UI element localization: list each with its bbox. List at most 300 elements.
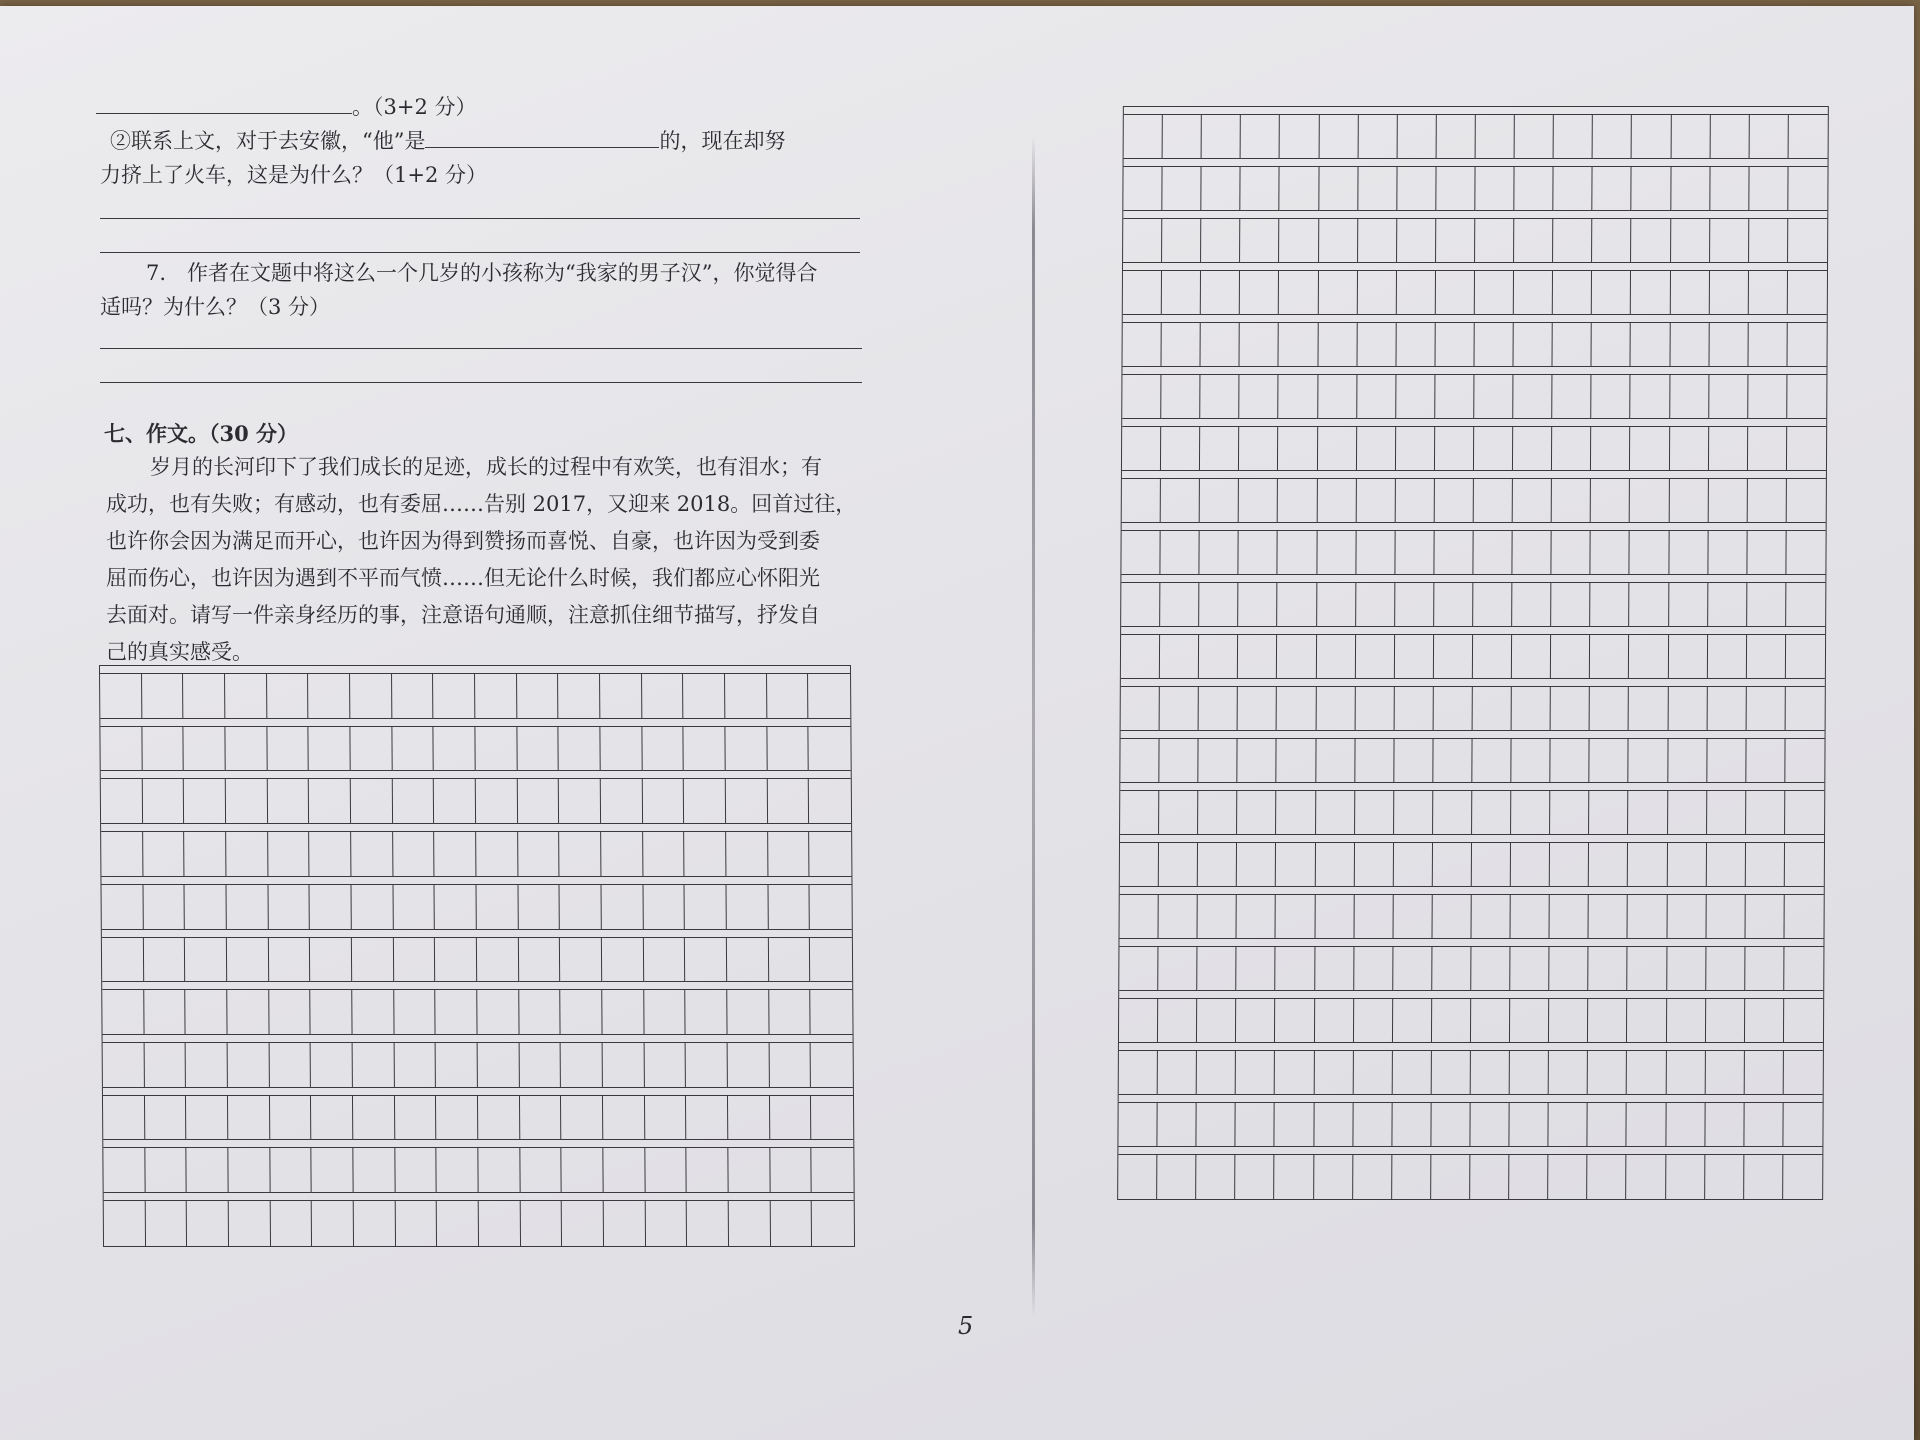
grid-cell[interactable] <box>1354 843 1393 887</box>
grid-cell[interactable] <box>100 727 142 772</box>
grid-cell[interactable] <box>1785 843 1824 887</box>
grid-cell[interactable] <box>350 727 392 772</box>
grid-cell[interactable] <box>1705 1103 1744 1147</box>
grid-cell[interactable] <box>1432 895 1471 939</box>
grid-cell[interactable] <box>1435 427 1474 471</box>
grid-cell[interactable] <box>1357 323 1396 367</box>
grid-cell[interactable] <box>184 832 226 877</box>
grid-cell[interactable] <box>187 1201 229 1246</box>
grid-cell[interactable] <box>1355 687 1394 731</box>
grid-cell[interactable] <box>1475 167 1514 211</box>
grid-cell[interactable] <box>1317 531 1356 575</box>
grid-cell[interactable] <box>559 779 601 824</box>
grid-cell[interactable] <box>1397 219 1436 263</box>
grid-cell[interactable] <box>1667 895 1706 939</box>
grid-cell[interactable] <box>1472 843 1511 887</box>
grid-cell[interactable] <box>1395 531 1434 575</box>
grid-cell[interactable] <box>1318 375 1357 419</box>
grid-cell[interactable] <box>353 1096 395 1141</box>
grid-cell[interactable] <box>312 1201 354 1246</box>
grid-cell[interactable] <box>1396 375 1435 419</box>
grid-cell[interactable] <box>1632 167 1671 211</box>
grid-cell[interactable] <box>1471 1051 1510 1095</box>
grid-cell[interactable] <box>1747 583 1786 627</box>
grid-cell[interactable] <box>1591 427 1630 471</box>
grid-cell[interactable] <box>1239 479 1278 523</box>
grid-cell[interactable] <box>1511 791 1550 835</box>
grid-cell[interactable] <box>1474 479 1513 523</box>
grid-cell[interactable] <box>1122 323 1161 367</box>
grid-cell[interactable] <box>1474 427 1513 471</box>
grid-cell[interactable] <box>685 885 727 930</box>
grid-cell[interactable] <box>1627 1103 1666 1147</box>
grid-cell[interactable] <box>142 779 184 824</box>
grid-cell[interactable] <box>1394 687 1433 731</box>
grid-cell[interactable] <box>1627 999 1666 1043</box>
grid-cell[interactable] <box>603 1043 645 1088</box>
grid-cell[interactable] <box>1159 843 1198 887</box>
grid-cell[interactable] <box>1589 895 1628 939</box>
grid-cell[interactable] <box>1510 947 1549 991</box>
grid-cell[interactable] <box>1357 427 1396 471</box>
grid-cell[interactable] <box>726 832 768 877</box>
grid-cell[interactable] <box>1119 999 1158 1043</box>
grid-cell[interactable] <box>686 990 728 1035</box>
grid-cell[interactable] <box>1747 531 1786 575</box>
grid-cell[interactable] <box>1393 947 1432 991</box>
grid-cell[interactable] <box>351 832 393 877</box>
grid-cell[interactable] <box>1395 635 1434 679</box>
grid-cell[interactable] <box>267 727 309 772</box>
grid-cell[interactable] <box>686 1096 728 1141</box>
grid-cell[interactable] <box>1315 843 1354 887</box>
grid-cell[interactable] <box>1278 479 1317 523</box>
grid-cell[interactable] <box>1355 739 1394 783</box>
grid-cell[interactable] <box>394 938 436 983</box>
grid-cell[interactable] <box>1279 219 1318 263</box>
grid-cell[interactable] <box>643 885 685 930</box>
grid-cell[interactable] <box>1197 1103 1236 1147</box>
grid-cell[interactable] <box>477 885 519 930</box>
grid-cell[interactable] <box>1319 167 1358 211</box>
grid-cell[interactable] <box>1667 999 1706 1043</box>
grid-cell[interactable] <box>353 1148 395 1193</box>
grid-cell[interactable] <box>103 1096 145 1141</box>
grid-cell[interactable] <box>1668 791 1707 835</box>
grid-cell[interactable] <box>1397 167 1436 211</box>
grid-cell[interactable] <box>102 990 144 1035</box>
grid-cell[interactable] <box>1551 635 1590 679</box>
grid-cell[interactable] <box>1358 219 1397 263</box>
grid-cell[interactable] <box>394 1043 436 1088</box>
grid-cell[interactable] <box>1160 635 1199 679</box>
grid-cell[interactable] <box>686 1043 728 1088</box>
grid-cell[interactable] <box>1511 895 1550 939</box>
grid-cell[interactable] <box>1670 271 1709 315</box>
grid-cell[interactable] <box>1745 947 1784 991</box>
grid-cell[interactable] <box>560 938 602 983</box>
grid-cell[interactable] <box>1201 271 1240 315</box>
grid-cell[interactable] <box>1316 791 1355 835</box>
grid-cell[interactable] <box>1280 167 1319 211</box>
grid-cell[interactable] <box>1198 843 1237 887</box>
grid-cell[interactable] <box>1202 115 1241 159</box>
grid-cell[interactable] <box>1513 427 1552 471</box>
grid-cell[interactable] <box>1316 687 1355 731</box>
grid-cell[interactable] <box>434 779 476 824</box>
grid-cell[interactable] <box>683 674 725 719</box>
grid-cell[interactable] <box>1120 895 1159 939</box>
grid-cell[interactable] <box>1589 843 1628 887</box>
grid-cell[interactable] <box>1707 687 1746 731</box>
grid-cell[interactable] <box>1629 635 1668 679</box>
grid-cell[interactable] <box>1431 1103 1470 1147</box>
grid-cell[interactable] <box>1277 635 1316 679</box>
grid-cell[interactable] <box>520 1201 562 1246</box>
grid-cell[interactable] <box>1237 895 1276 939</box>
grid-cell[interactable] <box>1552 427 1591 471</box>
grid-cell[interactable] <box>1513 479 1552 523</box>
grid-cell[interactable] <box>1473 687 1512 731</box>
grid-cell[interactable] <box>1241 167 1280 211</box>
grid-cell[interactable] <box>1394 843 1433 887</box>
grid-cell[interactable] <box>1433 687 1472 731</box>
grid-cell[interactable] <box>1315 999 1354 1043</box>
grid-cell[interactable] <box>1550 791 1589 835</box>
grid-cell[interactable] <box>1436 167 1475 211</box>
grid-cell[interactable] <box>1591 479 1630 523</box>
grid-cell[interactable] <box>1593 167 1632 211</box>
grid-cell[interactable] <box>1118 1103 1157 1147</box>
grid-cell[interactable] <box>1432 1051 1471 1095</box>
grid-cell[interactable] <box>644 1043 686 1088</box>
grid-cell[interactable] <box>1552 375 1591 419</box>
grid-cell[interactable] <box>687 1201 729 1246</box>
grid-cell[interactable] <box>1591 531 1630 575</box>
grid-cell[interactable] <box>1122 427 1161 471</box>
grid-cell[interactable] <box>601 832 643 877</box>
grid-cell[interactable] <box>1471 947 1510 991</box>
grid-cell[interactable] <box>1513 531 1552 575</box>
grid-cell[interactable] <box>434 727 476 772</box>
grid-cell[interactable] <box>728 1096 770 1141</box>
grid-cell[interactable] <box>1279 323 1318 367</box>
grid-cell[interactable] <box>1196 1155 1235 1199</box>
grid-cell[interactable] <box>1237 791 1276 835</box>
grid-cell[interactable] <box>309 832 351 877</box>
grid-cell[interactable] <box>1158 1051 1197 1095</box>
grid-cell[interactable] <box>1550 843 1589 887</box>
answer-line[interactable] <box>100 348 862 349</box>
grid-cell[interactable] <box>1786 531 1825 575</box>
grid-cell[interactable] <box>1158 947 1197 991</box>
grid-cell[interactable] <box>227 938 269 983</box>
grid-cell[interactable] <box>1197 1051 1236 1095</box>
grid-cell[interactable] <box>1512 687 1551 731</box>
grid-cell[interactable] <box>1392 1155 1431 1199</box>
grid-cell[interactable] <box>435 938 477 983</box>
grid-cell[interactable] <box>1316 739 1355 783</box>
grid-cell[interactable] <box>1356 531 1395 575</box>
grid-cell[interactable] <box>475 674 517 719</box>
grid-cell[interactable] <box>1784 1051 1823 1095</box>
grid-cell[interactable] <box>1706 947 1745 991</box>
grid-cell[interactable] <box>1316 635 1355 679</box>
grid-cell[interactable] <box>1354 895 1393 939</box>
grid-cell[interactable] <box>1197 947 1236 991</box>
grid-cell[interactable] <box>767 779 809 824</box>
grid-cell[interactable] <box>811 1096 853 1141</box>
grid-cell[interactable] <box>1200 375 1239 419</box>
grid-cell[interactable] <box>1631 271 1670 315</box>
grid-cell[interactable] <box>1157 1155 1196 1199</box>
grid-cell[interactable] <box>812 1148 854 1193</box>
grid-cell[interactable] <box>642 779 684 824</box>
grid-cell[interactable] <box>477 938 519 983</box>
grid-cell[interactable] <box>1784 999 1823 1043</box>
grid-cell[interactable] <box>642 674 684 719</box>
grid-cell[interactable] <box>1318 271 1357 315</box>
grid-cell[interactable] <box>1513 375 1552 419</box>
grid-cell[interactable] <box>602 885 644 930</box>
grid-cell[interactable] <box>1747 635 1786 679</box>
grid-cell[interactable] <box>1589 791 1628 835</box>
grid-cell[interactable] <box>1353 1051 1392 1095</box>
grid-cell[interactable] <box>1202 167 1241 211</box>
grid-cell[interactable] <box>185 885 227 930</box>
grid-cell[interactable] <box>311 1043 353 1088</box>
grid-cell[interactable] <box>1122 375 1161 419</box>
grid-cell[interactable] <box>1788 271 1827 315</box>
grid-cell[interactable] <box>642 727 684 772</box>
grid-cell[interactable] <box>1356 479 1395 523</box>
grid-cell[interactable] <box>520 1096 562 1141</box>
grid-cell[interactable] <box>1786 635 1825 679</box>
grid-cell[interactable] <box>1472 739 1511 783</box>
grid-cell[interactable] <box>519 938 561 983</box>
grid-cell[interactable] <box>1588 1103 1627 1147</box>
grid-cell[interactable] <box>226 832 268 877</box>
grid-cell[interactable] <box>144 938 186 983</box>
grid-cell[interactable] <box>144 990 186 1035</box>
grid-cell[interactable] <box>436 1096 478 1141</box>
grid-cell[interactable] <box>1121 687 1160 731</box>
grid-cell[interactable] <box>1317 583 1356 627</box>
grid-cell[interactable] <box>228 1043 270 1088</box>
grid-cell[interactable] <box>1708 635 1747 679</box>
grid-cell[interactable] <box>183 674 225 719</box>
grid-cell[interactable] <box>1317 427 1356 471</box>
grid-cell[interactable] <box>1314 1155 1353 1199</box>
grid-cell[interactable] <box>1198 895 1237 939</box>
grid-cell[interactable] <box>561 1096 603 1141</box>
grid-cell[interactable] <box>769 938 811 983</box>
grid-cell[interactable] <box>1436 271 1475 315</box>
grid-cell[interactable] <box>352 885 394 930</box>
grid-cell[interactable] <box>811 990 853 1035</box>
grid-cell[interactable] <box>1514 219 1553 263</box>
grid-cell[interactable] <box>603 1148 645 1193</box>
grid-cell[interactable] <box>1551 583 1590 627</box>
grid-cell[interactable] <box>1590 739 1629 783</box>
grid-cell[interactable] <box>1628 791 1667 835</box>
grid-cell[interactable] <box>811 1043 853 1088</box>
grid-cell[interactable] <box>269 938 311 983</box>
grid-cell[interactable] <box>645 1148 687 1193</box>
grid-cell[interactable] <box>434 832 476 877</box>
grid-cell[interactable] <box>1240 271 1279 315</box>
grid-cell[interactable] <box>1548 1155 1587 1199</box>
grid-cell[interactable] <box>727 938 769 983</box>
grid-cell[interactable] <box>1314 1103 1353 1147</box>
grid-cell[interactable] <box>1669 531 1708 575</box>
grid-cell[interactable] <box>1475 271 1514 315</box>
grid-cell[interactable] <box>1554 167 1593 211</box>
grid-cell[interactable] <box>1162 219 1201 263</box>
grid-cell[interactable] <box>1785 687 1824 731</box>
grid-cell[interactable] <box>479 1201 521 1246</box>
grid-cell[interactable] <box>1628 843 1667 887</box>
grid-cell[interactable] <box>1474 323 1513 367</box>
grid-cell[interactable] <box>1278 583 1317 627</box>
grid-cell[interactable] <box>561 1043 603 1088</box>
grid-cell[interactable] <box>268 832 310 877</box>
grid-cell[interactable] <box>1435 479 1474 523</box>
grid-cell[interactable] <box>770 1201 812 1246</box>
grid-cell[interactable] <box>1588 1051 1627 1095</box>
grid-cell[interactable] <box>101 832 143 877</box>
grid-cell[interactable] <box>311 1096 353 1141</box>
grid-cell[interactable] <box>558 674 600 719</box>
grid-cell[interactable] <box>1748 323 1787 367</box>
grid-cell[interactable] <box>809 727 851 772</box>
grid-cell[interactable] <box>1123 219 1162 263</box>
grid-cell[interactable] <box>1510 999 1549 1043</box>
grid-cell[interactable] <box>1238 687 1277 731</box>
grid-cell[interactable] <box>1549 1051 1588 1095</box>
grid-cell[interactable] <box>393 885 435 930</box>
grid-cell[interactable] <box>268 885 310 930</box>
grid-cell[interactable] <box>1709 427 1748 471</box>
grid-cell[interactable] <box>810 885 852 930</box>
grid-cell[interactable] <box>1471 895 1510 939</box>
grid-cell[interactable] <box>145 1148 187 1193</box>
grid-cell[interactable] <box>1628 895 1667 939</box>
grid-cell[interactable] <box>1592 323 1631 367</box>
essay-grid-left[interactable] <box>99 665 855 1247</box>
grid-cell[interactable] <box>1358 115 1397 159</box>
grid-cell[interactable] <box>351 779 393 824</box>
grid-cell[interactable] <box>1783 1155 1822 1199</box>
grid-cell[interactable] <box>1511 739 1550 783</box>
grid-cell[interactable] <box>1433 791 1472 835</box>
grid-cell[interactable] <box>600 727 642 772</box>
grid-cell[interactable] <box>1708 583 1747 627</box>
grid-cell[interactable] <box>1511 843 1550 887</box>
grid-cell[interactable] <box>1276 791 1315 835</box>
grid-cell[interactable] <box>145 1201 187 1246</box>
grid-cell[interactable] <box>1163 115 1202 159</box>
grid-cell[interactable] <box>1275 1103 1314 1147</box>
grid-cell[interactable] <box>725 674 767 719</box>
grid-cell[interactable] <box>1629 739 1668 783</box>
grid-cell[interactable] <box>1198 791 1237 835</box>
grid-cell[interactable] <box>269 990 311 1035</box>
grid-cell[interactable] <box>727 885 769 930</box>
grid-cell[interactable] <box>1749 167 1788 211</box>
grid-cell[interactable] <box>1510 1051 1549 1095</box>
grid-cell[interactable] <box>562 1201 604 1246</box>
grid-cell[interactable] <box>1240 375 1279 419</box>
grid-cell[interactable] <box>1118 1155 1157 1199</box>
grid-cell[interactable] <box>1276 895 1315 939</box>
answer-line[interactable] <box>100 252 860 253</box>
grid-cell[interactable] <box>1123 271 1162 315</box>
grid-cell[interactable] <box>186 990 228 1035</box>
grid-cell[interactable] <box>352 990 394 1035</box>
grid-cell[interactable] <box>1551 687 1590 731</box>
grid-cell[interactable] <box>1237 843 1276 887</box>
grid-cell[interactable] <box>104 1201 146 1246</box>
grid-cell[interactable] <box>1354 947 1393 991</box>
grid-cell[interactable] <box>1162 323 1201 367</box>
grid-cell[interactable] <box>1434 635 1473 679</box>
grid-cell[interactable] <box>478 1148 520 1193</box>
grid-cell[interactable] <box>1122 479 1161 523</box>
grid-cell[interactable] <box>729 1201 771 1246</box>
grid-cell[interactable] <box>1397 271 1436 315</box>
grid-cell[interactable] <box>519 990 561 1035</box>
grid-cell[interactable] <box>1749 271 1788 315</box>
answer-line[interactable] <box>100 218 860 219</box>
grid-cell[interactable] <box>1201 219 1240 263</box>
grid-cell[interactable] <box>1552 531 1591 575</box>
grid-cell[interactable] <box>1630 531 1669 575</box>
grid-cell[interactable] <box>186 1043 228 1088</box>
grid-cell[interactable] <box>1709 271 1748 315</box>
grid-cell[interactable] <box>687 1148 729 1193</box>
grid-cell[interactable] <box>1354 999 1393 1043</box>
grid-cell[interactable] <box>1787 375 1826 419</box>
grid-cell[interactable] <box>270 1201 312 1246</box>
grid-cell[interactable] <box>1671 115 1710 159</box>
grid-cell[interactable] <box>1788 167 1827 211</box>
grid-cell[interactable] <box>1120 739 1159 783</box>
grid-cell[interactable] <box>478 1096 520 1141</box>
grid-cell[interactable] <box>1744 1103 1783 1147</box>
grid-cell[interactable] <box>603 1096 645 1141</box>
grid-cell[interactable] <box>1279 271 1318 315</box>
grid-cell[interactable] <box>602 990 644 1035</box>
grid-cell[interactable] <box>728 1148 770 1193</box>
grid-cell[interactable] <box>768 885 810 930</box>
grid-cell[interactable] <box>478 1043 520 1088</box>
grid-cell[interactable] <box>1119 947 1158 991</box>
grid-cell[interactable] <box>143 885 185 930</box>
grid-cell[interactable] <box>1666 1051 1705 1095</box>
grid-cell[interactable] <box>684 779 726 824</box>
grid-cell[interactable] <box>1238 635 1277 679</box>
grid-cell[interactable] <box>1199 687 1238 731</box>
grid-cell[interactable] <box>600 674 642 719</box>
grid-cell[interactable] <box>1395 479 1434 523</box>
grid-cell[interactable] <box>270 1096 312 1141</box>
grid-cell[interactable] <box>227 885 269 930</box>
grid-cell[interactable] <box>1199 739 1238 783</box>
grid-cell[interactable] <box>1277 687 1316 731</box>
grid-cell[interactable] <box>1319 115 1358 159</box>
grid-cell[interactable] <box>225 727 267 772</box>
